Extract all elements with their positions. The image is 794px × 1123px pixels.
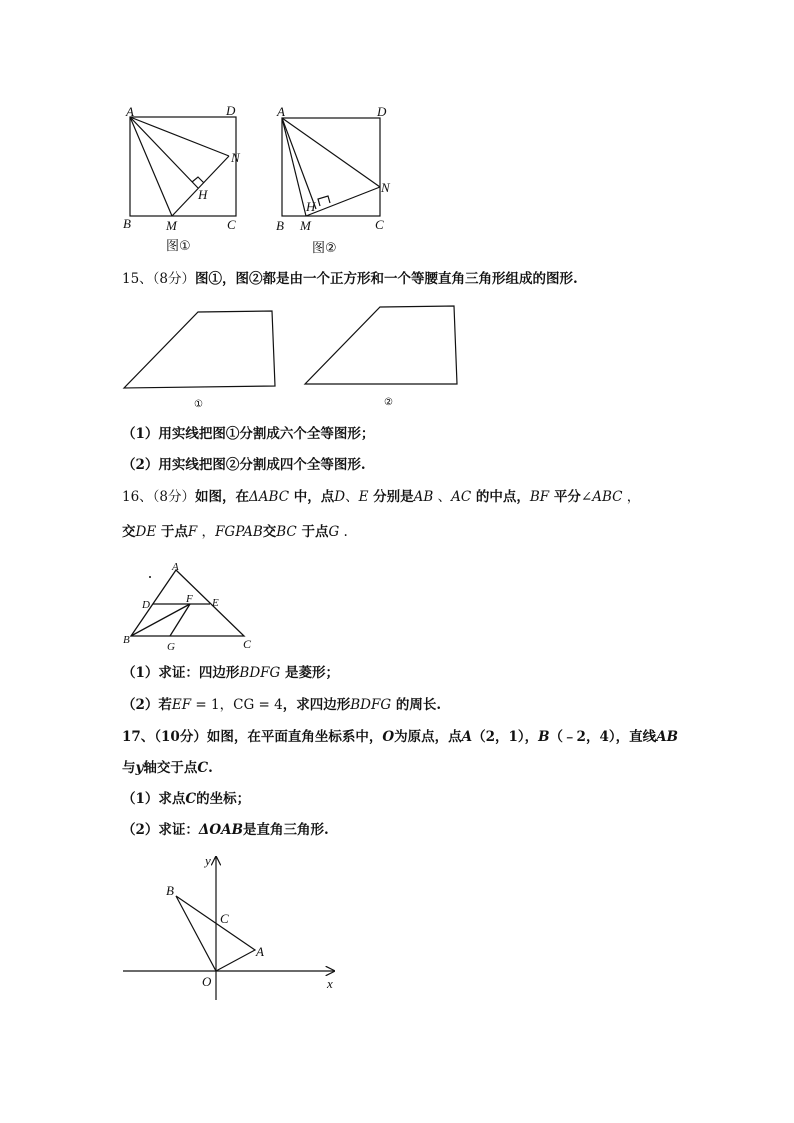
q16-part1 [122, 664, 339, 682]
q17-stem-line2 [122, 759, 213, 777]
q16-p2b: EF [171, 697, 192, 713]
q16-p2c: = 1 [191, 697, 220, 713]
q16-t7: 分别是 [368, 489, 414, 505]
fig1-label-D: D [226, 103, 236, 118]
q16-t9: 、 [433, 489, 452, 505]
q16-t1: 如图，在 [195, 489, 250, 505]
fig1-label-H: H [198, 187, 208, 202]
q17-label-C: C [220, 911, 229, 926]
q17-p1b: C [185, 791, 197, 807]
q16-u7: P [235, 524, 244, 540]
q15-number: 15、（8分） [122, 271, 196, 287]
fig2-label-M: M [300, 218, 311, 233]
q16-u12: G [328, 524, 340, 540]
q17-b2: y [135, 760, 144, 776]
fig2-label-H: H [306, 199, 316, 214]
q17-p1a: （1）求点 [122, 791, 186, 807]
q16-label-F: F [186, 593, 193, 605]
q16-u13: . [339, 524, 348, 540]
q16-t4: D [334, 489, 346, 505]
q16-p2e: ，求四边形 [282, 697, 351, 713]
q17-p2a: （2）求证： [122, 822, 199, 838]
q16-label-D: D [142, 599, 150, 611]
q17-label-A: A [256, 944, 264, 959]
figure-2 [282, 118, 380, 216]
q17-p1c: 的坐标； [196, 791, 251, 807]
q16-label-C: C [243, 637, 252, 651]
fig2-label-B: B [276, 218, 284, 233]
q16-u3: 于点 [156, 524, 188, 540]
q16-label-G: G [167, 641, 175, 653]
q17-b4: C [197, 760, 209, 776]
q17-coordinate-figure [0, 850, 794, 1000]
q15-part1: （1）用实线把图①分割成六个全等图形； [122, 426, 375, 442]
q16-t12: BF [529, 489, 550, 505]
q17-b1: 与 [122, 760, 136, 776]
q16-u10: BC [276, 524, 297, 540]
q17-a4: A [461, 729, 473, 745]
q16-u11: 于点 [296, 524, 329, 540]
q16-t15: ， [622, 489, 641, 505]
q17-label-O: O [202, 974, 212, 989]
figure-1 [130, 117, 236, 216]
q16-stem-line1 [122, 488, 640, 506]
q16-p2d: ，CG = 4 [219, 697, 283, 713]
q17-b3: 轴交于点 [143, 760, 198, 776]
q16-stem-line2 [122, 523, 348, 541]
fig2-label-C: C [375, 217, 384, 232]
fig1-label-B: B [123, 216, 131, 231]
q17-p2c: 是直角三角形. [243, 822, 329, 838]
q17-label-x: x [327, 976, 333, 991]
fig2-caption: 图② [312, 241, 337, 256]
fig1-caption: 图① [166, 239, 191, 254]
q16-p2a: （2）若 [122, 697, 172, 713]
q16-p1b: BDFG [239, 665, 281, 681]
q16-label-E: E [212, 597, 219, 609]
q16-t5: 、 [345, 489, 359, 505]
q16-p1a: （1）求证：四边形 [122, 665, 240, 681]
fig1-label-N: N [231, 150, 240, 165]
q16-t13: 平分 [549, 489, 581, 505]
q16-figure [0, 558, 794, 653]
fig2-label-A: A [277, 104, 285, 119]
q17-number: 17、（10分） [122, 729, 207, 745]
q16-u2: DE [135, 524, 157, 540]
q17-a5: （2，1）， [472, 729, 539, 745]
q16-t11: 的中点， [471, 489, 530, 505]
fig1-label-C: C [227, 217, 236, 232]
q17-a2: O [382, 729, 395, 745]
q17-b5: . [208, 760, 213, 776]
q16-label-B: B [123, 634, 130, 646]
q16-number: 16、（8分） [122, 489, 196, 505]
q16-t3: 中，点 [289, 489, 335, 505]
q16-part2 [122, 696, 441, 714]
q17-a1: 如图，在平面直角坐标系中， [206, 729, 383, 745]
q16-t6: E [358, 489, 369, 505]
q15-stem [122, 270, 578, 288]
q16-p1c: 是菱形； [280, 665, 340, 681]
fig1-label-M: M [166, 218, 177, 233]
q17-a3: 为原点，点 [394, 729, 462, 745]
q17-a7: （﹣2，4），直线 [549, 729, 657, 745]
q16-label-A: A [172, 561, 179, 573]
q17-p2b: ΔOAB [198, 822, 244, 838]
q16-t2: ΔABC [249, 489, 290, 505]
q15-text: 图①，图②都是由一个正方形和一个等腰直角三角形组成的图形. [195, 271, 578, 287]
q15-shape-1 [124, 311, 275, 388]
q16-p2f: BDFG [350, 697, 392, 713]
q17-stem-line1 [122, 728, 678, 746]
q16-t14: ∠ABC [580, 489, 623, 505]
q16-u8: AB [243, 524, 263, 540]
q16-t10: AC [451, 489, 472, 505]
fig2-label-N: N [381, 180, 390, 195]
fig1-label-A: A [126, 104, 134, 119]
q15-figures [0, 300, 794, 410]
q16-u5: ， [197, 524, 216, 540]
q15-part2: （2）用实线把图②分割成四个全等图形. [122, 457, 366, 473]
q17-label-B: B [166, 883, 174, 898]
q17-a6: B [538, 729, 550, 745]
q15-fig1-label: ① [194, 399, 203, 410]
q17-part2 [122, 821, 329, 839]
q15-fig2-label: ② [384, 397, 393, 408]
q17-label-y: y [205, 853, 211, 868]
q16-u6: FG [215, 524, 236, 540]
q16-t8: AB [413, 489, 434, 505]
q16-u9: 交 [262, 524, 277, 540]
q17-part1 [122, 790, 250, 808]
q16-u1: 交 [122, 524, 136, 540]
fig2-label-D: D [377, 104, 387, 119]
q17-a8: AB [656, 729, 678, 745]
q16-u4: F [187, 524, 198, 540]
q16-p2g: 的周长. [391, 697, 442, 713]
q15-shape-2 [305, 306, 457, 384]
